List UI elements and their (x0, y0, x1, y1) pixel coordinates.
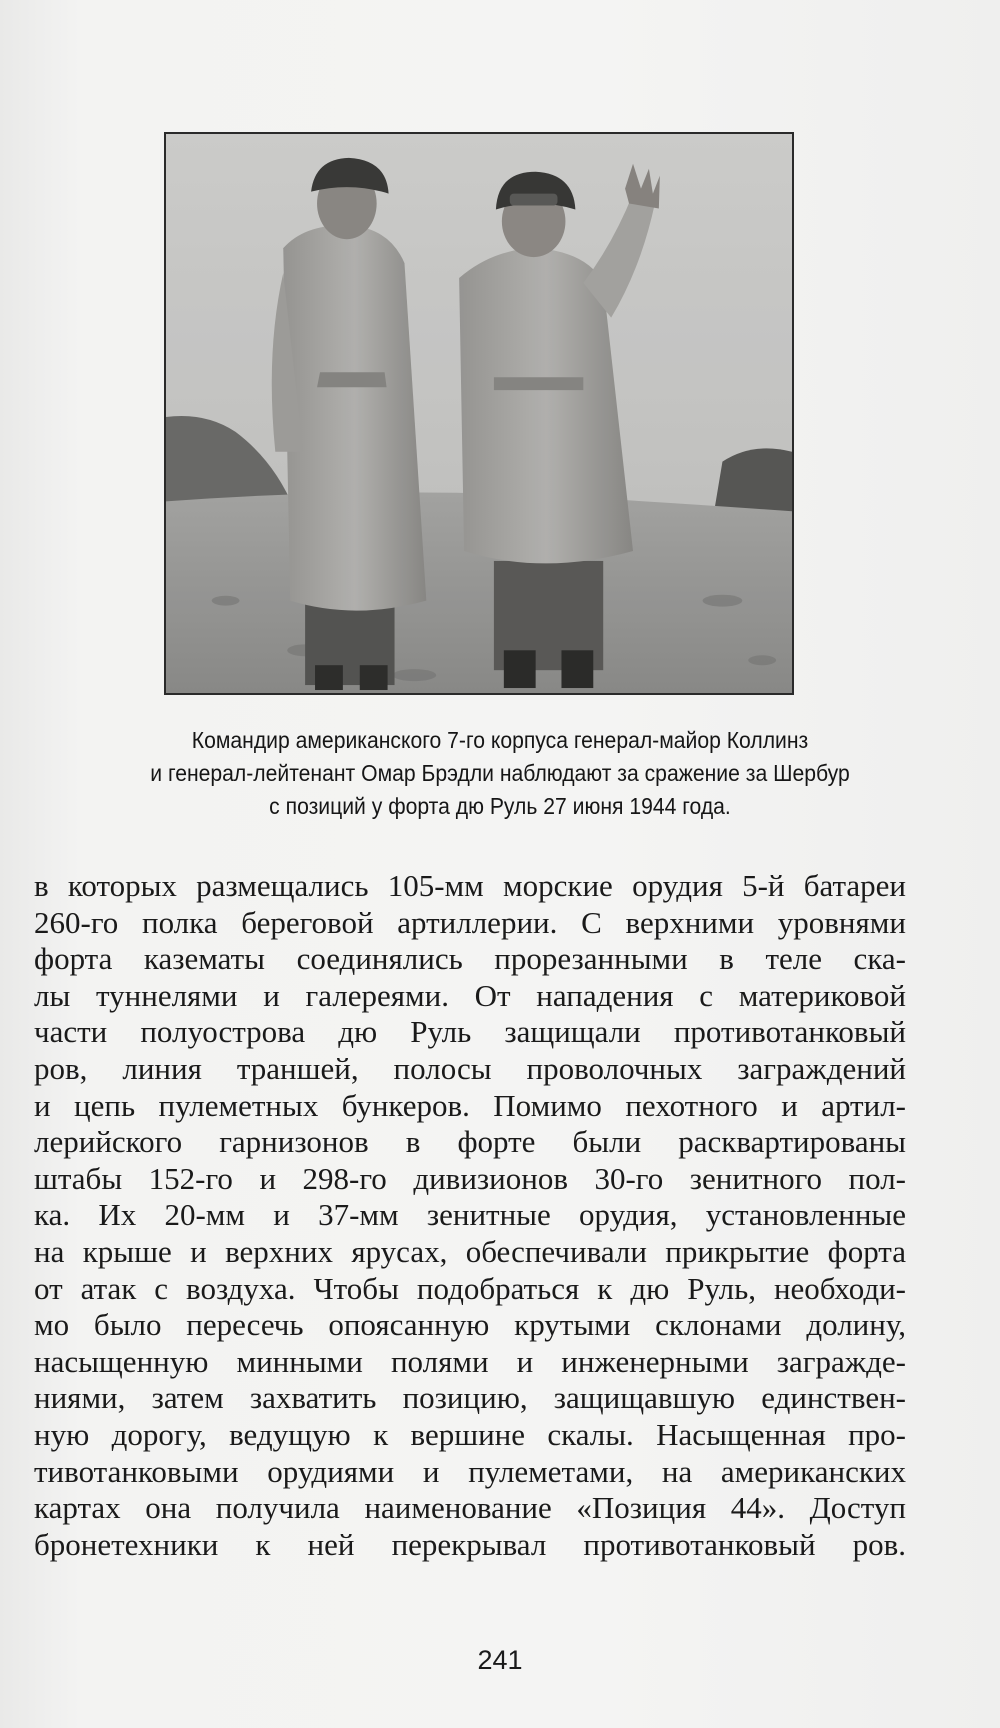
photograph (164, 132, 794, 695)
body-paragraph (34, 868, 906, 1563)
text-line: ниями, затем захватить позицию, защищавшую единствен- (34, 1380, 906, 1416)
text-line: картах она получила наименование «Позиция 44». Доступ (34, 1490, 906, 1526)
caption-line: с позиций у форта дю Руль 27 июня 1944 года. (269, 793, 731, 819)
text-line: и цепь пулеметных бункеров. Помимо пехотного и артил- (34, 1087, 906, 1123)
caption-line: Командир американского 7-го корпуса генерал-майор Коллинз (191, 727, 809, 753)
text-line: форта казематы соединялись прорезанными в теле ска- (34, 941, 906, 977)
photo-caption (104, 724, 896, 823)
text-line: насыщенную минными полями и инженерными загражде- (34, 1343, 906, 1379)
text-line: бронетехники к ней перекрывал противотанковый ров. (34, 1526, 906, 1562)
page-number: 241 (477, 1645, 523, 1675)
text-line: ка. Их 20-мм и 37-мм зенитные орудия, установленные (34, 1197, 906, 1233)
text-line: ную дорогу, ведущую к вершине скалы. Насыщенная про- (34, 1416, 906, 1452)
text-line: части полуострова дю Руль защищали противотанковый (34, 1014, 906, 1050)
text-line: от атак с воздуха. Чтобы подобраться к дю Руль, необходи- (34, 1270, 906, 1306)
text-line: 260-го полка береговой артиллерии. С верхними уровнями (34, 904, 906, 940)
text-line: мо было пересечь опоясанную крутыми склонами долину, (34, 1307, 906, 1343)
text-line: на крыше и верхних ярусах, обеспечивали прикрытие форта (34, 1233, 906, 1269)
text-line: лерийского гарнизонов в форте были расквартированы (34, 1124, 906, 1160)
text-line: ров, линия траншей, полосы проволочных заграждений (34, 1050, 906, 1086)
caption-line: и генерал-лейтенант Омар Брэдли наблюдают за сражение за Шербур (150, 760, 850, 786)
text-line: штабы 152-го и 298-го дивизионов 30-го зенитного пол- (34, 1160, 906, 1196)
text-line: тивотанковыми орудиями и пулеметами, на американских (34, 1453, 906, 1489)
text-line: в которых размещались 105-мм морские орудия 5-й батареи (34, 868, 906, 903)
text-line: лы туннелями и галереями. От нападения с материковой (34, 977, 906, 1013)
photo-two-officers-icon (166, 134, 792, 693)
